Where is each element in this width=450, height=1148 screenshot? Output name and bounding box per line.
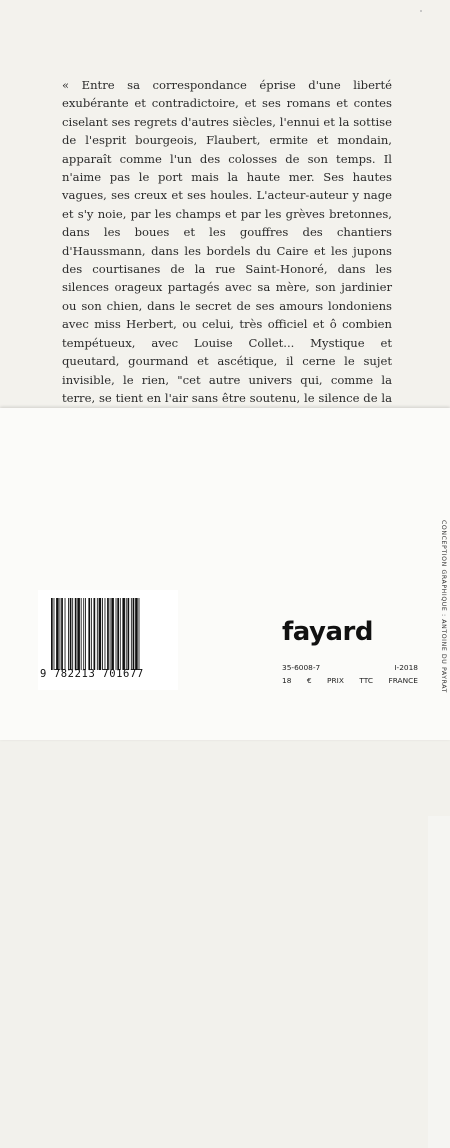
barcode-icon (50, 598, 166, 670)
price-label: PRIX (327, 676, 344, 685)
price-value: 18 (282, 676, 292, 685)
price-band (0, 408, 450, 740)
publication-date: I-2018 (394, 663, 418, 672)
barcode (38, 590, 178, 690)
dust-speck (420, 10, 422, 12)
product-code: 35-6008-7 (282, 663, 321, 672)
show-through-text (62, 422, 392, 446)
barcode-digits: 9 782213 701677 (40, 668, 144, 680)
tax-label: TTC (359, 676, 373, 685)
blurb-paragraph-1: « Entre sa correspondance éprise d'une liberté exubérante et contradictoire, et ses romans et contes ciselant ses regrets d'autres siècles, l'ennui et la sottise de l'esprit bourgeois, Flaubert, ermite et mondain, apparaît comme l'un des colosses de son temps. Il n'aime pas le port mais la haute mer. Ses hautes vagues, ses creux et ses houles. L'acteur-auteur y nage et s'y noie, par les champs et par les grèves bretonnes, dans les boues et les gouffres des chantiers d'Haussmann, dans les bordels du Caire et les jupons des courtisanes de la rue Saint-Honoré, dans les silences orageux partagés avec sa mère, son jardinier ou son chien, dans le secret de ses amours londoniens avec miss Herbert, ou celui, très officiel et ô combien tempétueux, avec Louise Collet... Mystique et queutard, gourmand et ascétique, il cerne le sujet invisible, le rien, "cet autre univers qui, comme la terre, se tient en l'air sans être soutenu, le silence de la (62, 78, 392, 405)
price-meta (282, 663, 418, 689)
spine-edge (428, 816, 450, 1148)
price-country: FRANCE (388, 676, 418, 685)
publisher-logo: fayard (282, 617, 373, 647)
spine-credit: CONCEPTION GRAPHIQUE : ANTOINE DU PAYRAT (440, 520, 447, 694)
price-currency: € (306, 676, 312, 685)
blurb-text (62, 76, 392, 463)
